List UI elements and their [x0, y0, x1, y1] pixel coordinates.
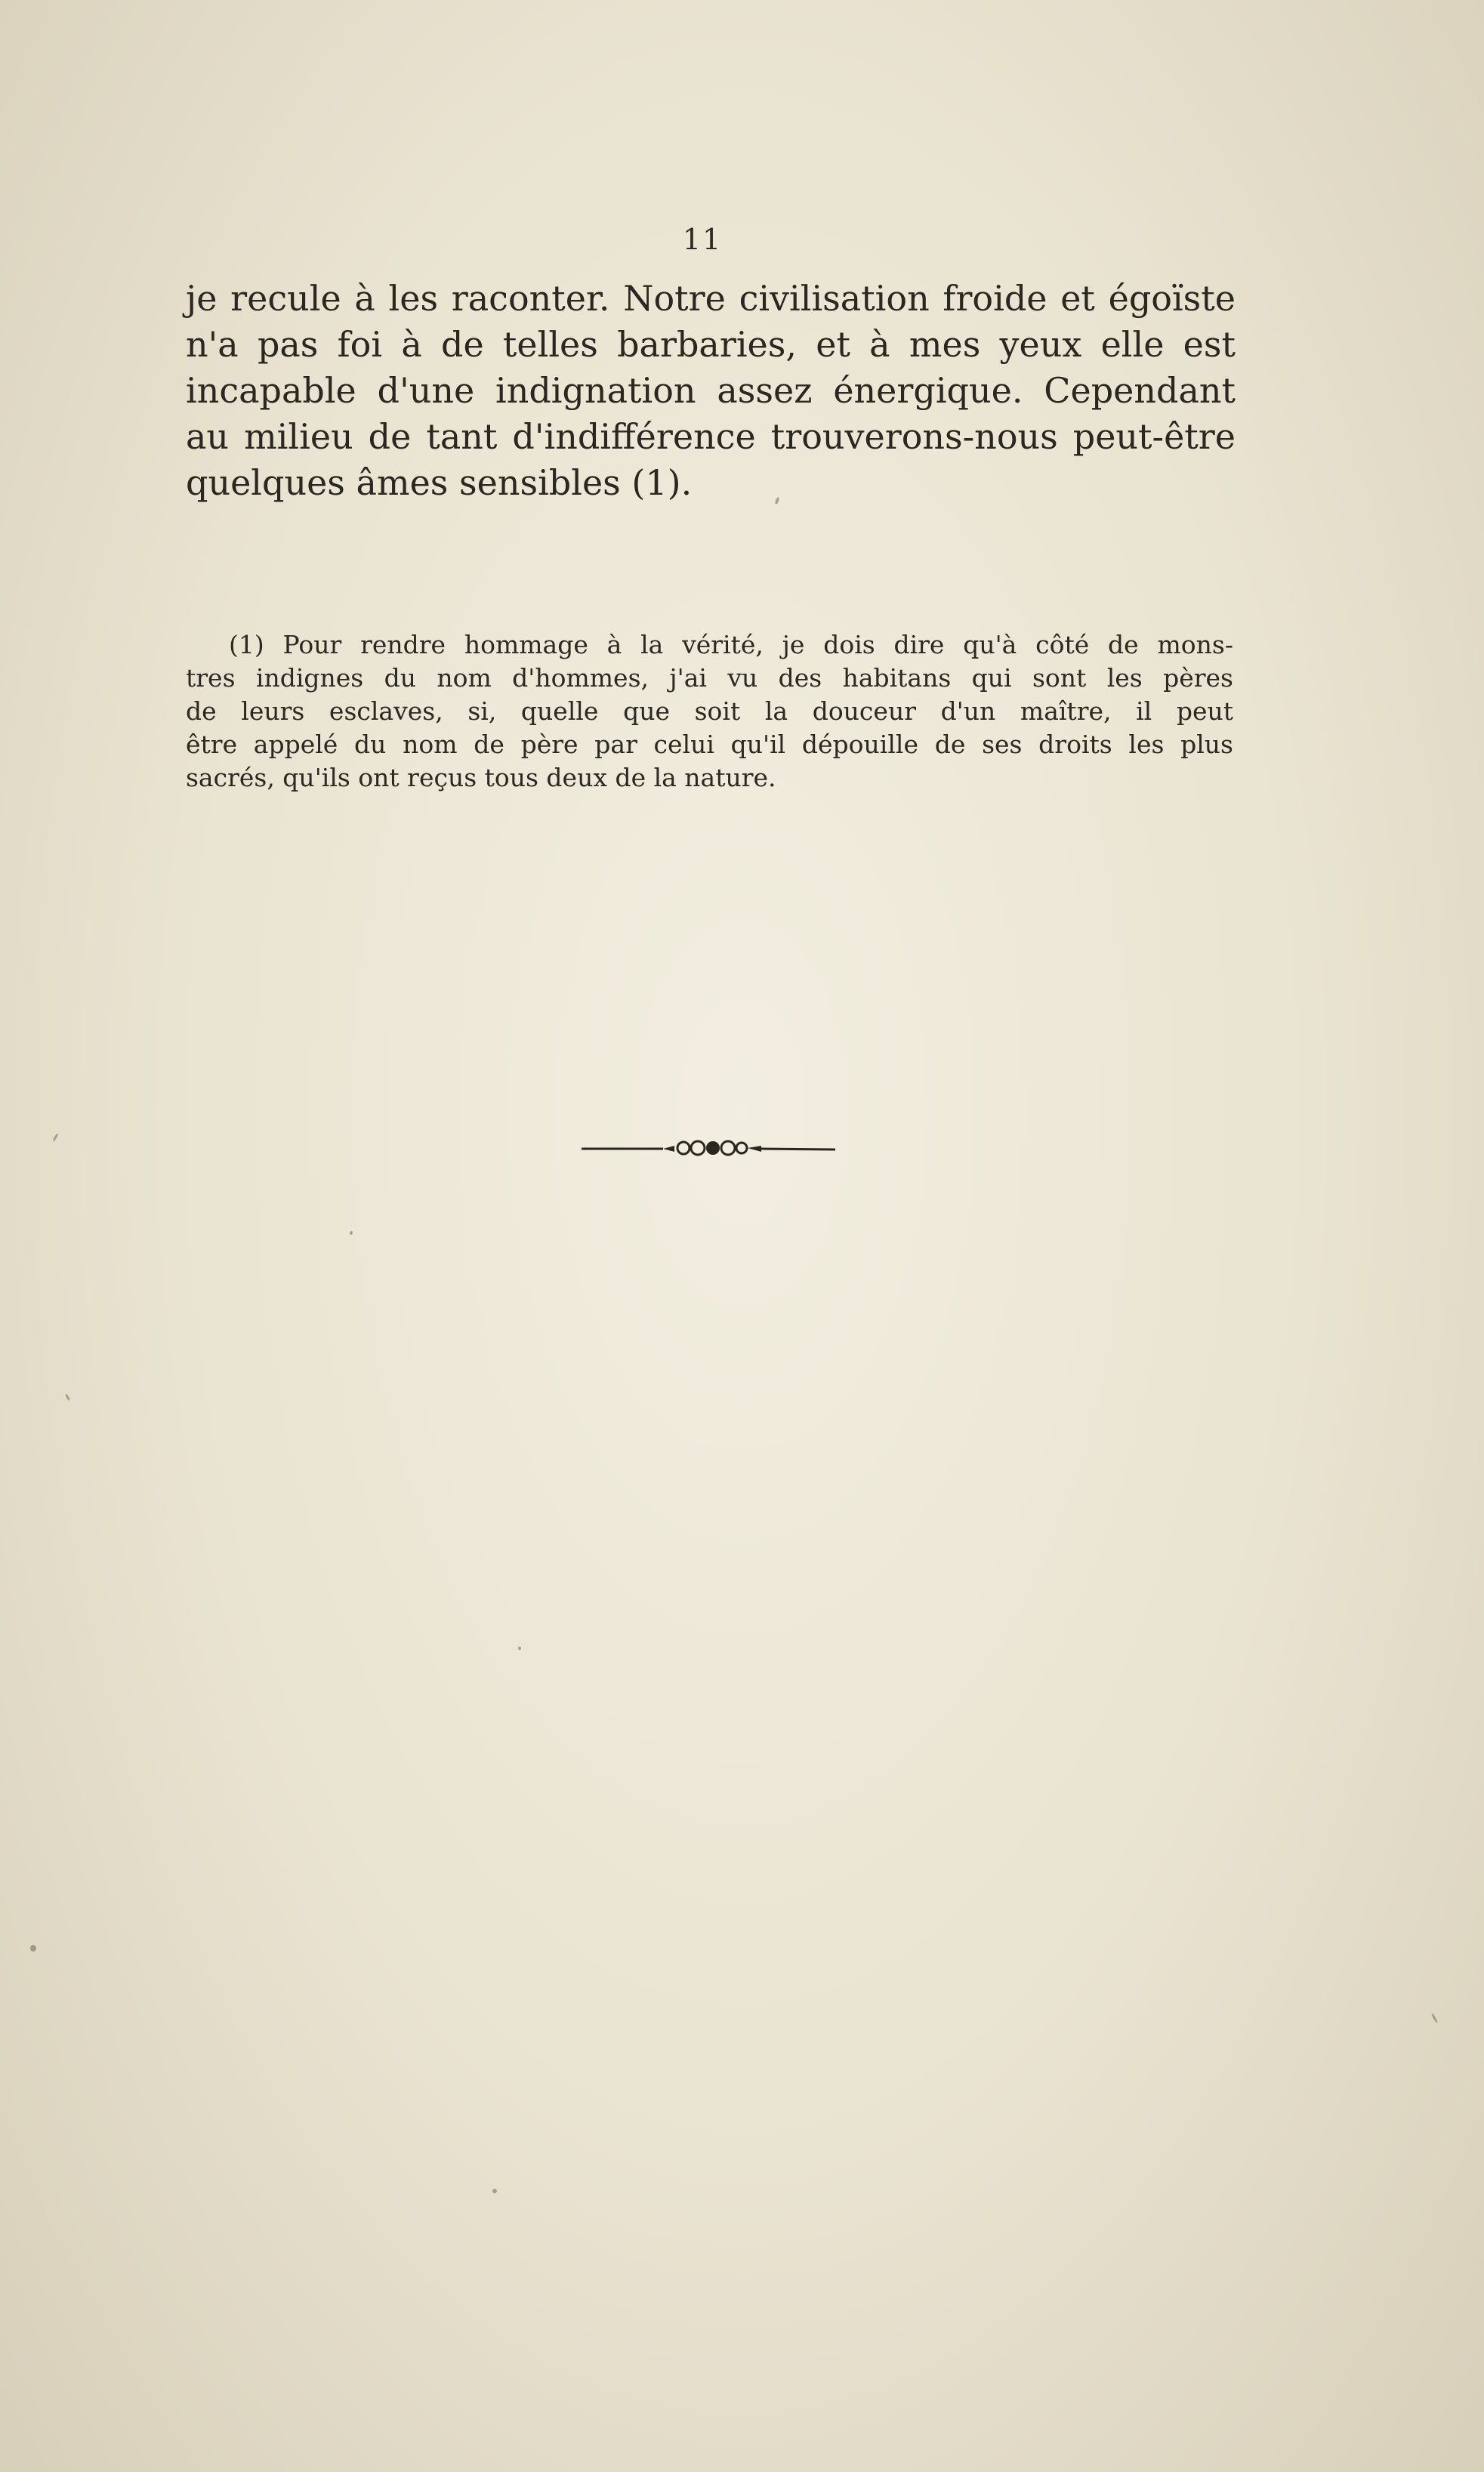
page-number: 11 — [682, 223, 723, 256]
footnote-line: tres indignes du nom d'hommes, j'ai vu des habitans qui sont les pères — [186, 663, 1233, 693]
body-line: quelques âmes sensibles (1). — [186, 462, 693, 503]
footnote — [186, 628, 1233, 795]
footnote-line: (1) Pour rendre hommage à la vérité, je dois dire qu'à côté de mons- — [229, 630, 1233, 659]
body-line: je recule à les raconter. Notre civilisation froide et égoïste — [186, 278, 1236, 319]
body-line: au milieu de tant d'indifférence trouverons-nous peut-être — [186, 416, 1236, 457]
footnote-line: sacrés, qu'ils ont reçus tous deux de la nature. — [186, 763, 776, 792]
footnote-line: de leurs esclaves, si, quelle que soit la douceur d'un maître, il peut — [186, 696, 1233, 726]
body-line: incapable d'une indignation assez énergique. Cependant — [186, 370, 1236, 411]
footnote-line: être appelé du nom de père par celui qu'il dépouille de ses droits les plus — [186, 730, 1233, 759]
body-line: n'a pas foi à de telles barbaries, et à mes yeux elle est — [186, 324, 1236, 365]
tail-piece-ornament-icon — [580, 1137, 837, 1159]
body-paragraph — [186, 276, 1236, 506]
